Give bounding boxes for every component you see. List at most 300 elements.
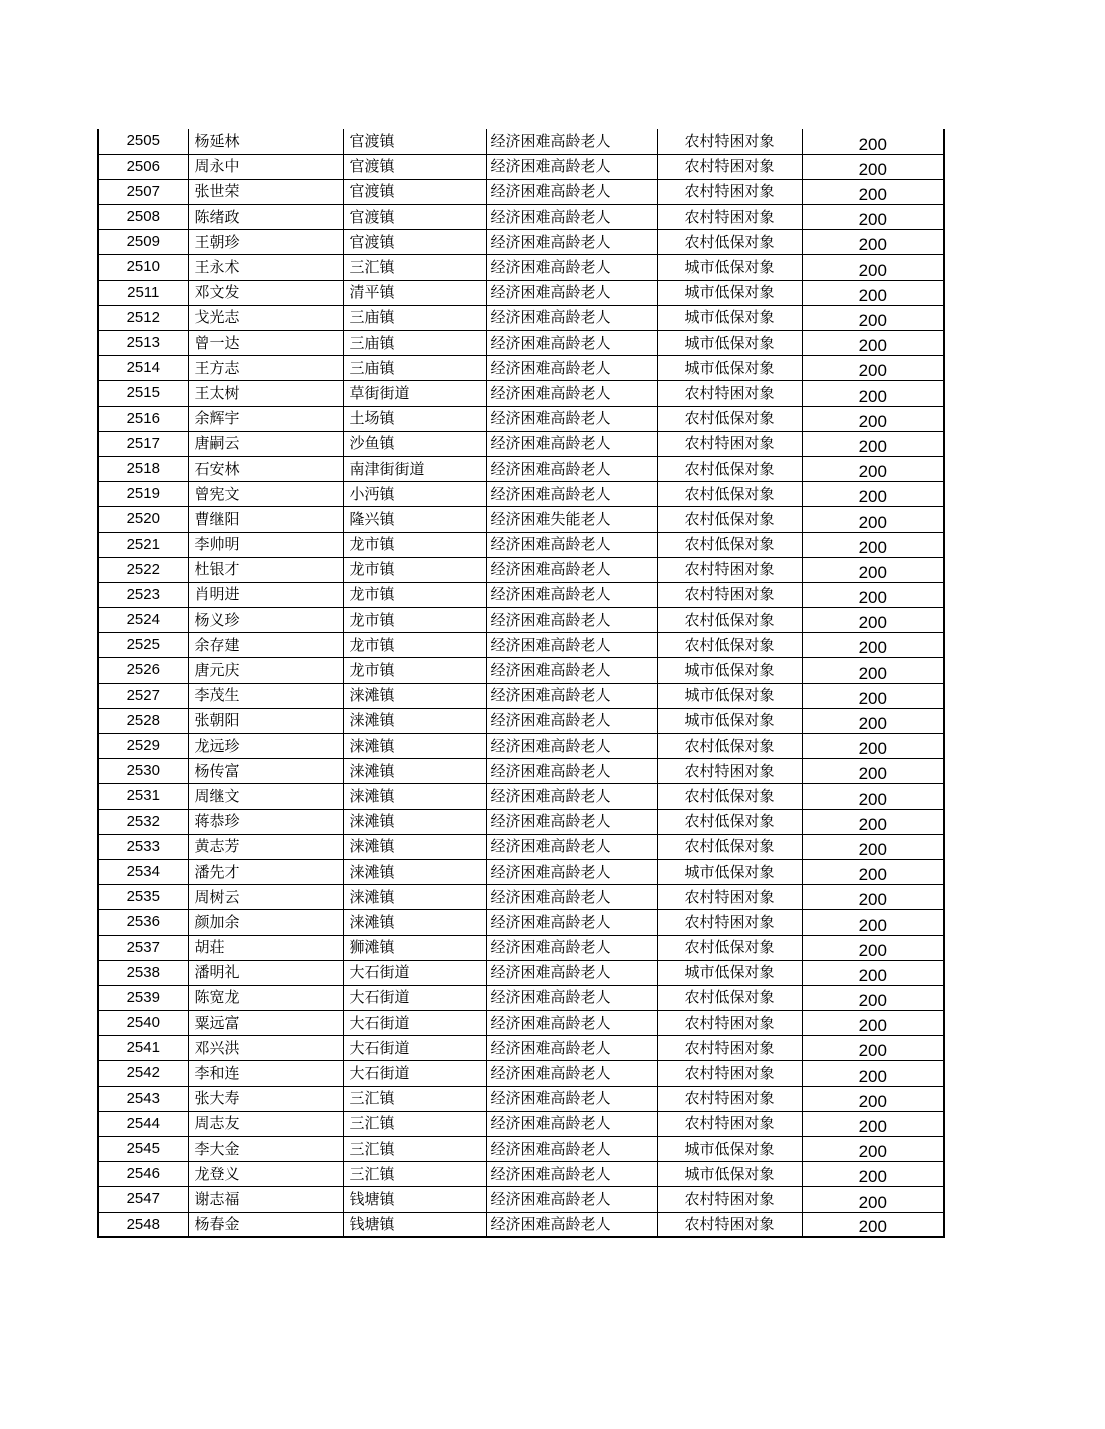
category-cell: 农村特困对象 — [657, 154, 802, 179]
amount-cell: 200 — [802, 482, 944, 507]
category-cell: 农村特困对象 — [657, 885, 802, 910]
category-cell: 农村特困对象 — [657, 910, 802, 935]
table-row — [98, 356, 944, 381]
amount-cell: 200 — [802, 658, 944, 683]
town-cell: 清平镇 — [343, 280, 486, 305]
table-row — [98, 255, 944, 280]
table-row — [98, 910, 944, 935]
table-row — [98, 507, 944, 532]
amount-cell: 200 — [802, 935, 944, 960]
table-row — [98, 129, 944, 154]
table-row — [98, 734, 944, 759]
row-number-cell: 2535 — [98, 885, 188, 910]
table-row — [98, 179, 944, 204]
amount-cell: 200 — [802, 456, 944, 481]
name-cell: 曹继阳 — [188, 507, 343, 532]
town-cell: 三汇镇 — [343, 255, 486, 280]
town-cell: 三庙镇 — [343, 305, 486, 330]
amount-cell: 200 — [802, 381, 944, 406]
name-cell: 张大寿 — [188, 1086, 343, 1111]
name-cell: 潘先才 — [188, 859, 343, 884]
category-cell: 城市低保对象 — [657, 708, 802, 733]
category-cell: 农村特困对象 — [657, 431, 802, 456]
row-number-cell: 2506 — [98, 154, 188, 179]
town-cell: 小沔镇 — [343, 482, 486, 507]
amount-cell: 200 — [802, 230, 944, 255]
name-cell: 曾宪文 — [188, 482, 343, 507]
town-cell: 南津街街道 — [343, 456, 486, 481]
town-cell: 官渡镇 — [343, 129, 486, 154]
name-cell: 王太树 — [188, 381, 343, 406]
amount-cell: 200 — [802, 834, 944, 859]
town-cell: 官渡镇 — [343, 154, 486, 179]
amount-cell: 200 — [802, 1086, 944, 1111]
subsidy-type-cell: 经济困难高龄老人 — [486, 633, 657, 658]
row-number-cell: 2519 — [98, 482, 188, 507]
amount-cell: 200 — [802, 960, 944, 985]
name-cell: 戈光志 — [188, 305, 343, 330]
category-cell: 农村特困对象 — [657, 1187, 802, 1212]
amount-cell: 200 — [802, 331, 944, 356]
table-row — [98, 960, 944, 985]
subsidy-type-cell: 经济困难高龄老人 — [486, 255, 657, 280]
table-row — [98, 859, 944, 884]
category-cell: 农村低保对象 — [657, 633, 802, 658]
town-cell: 大石街道 — [343, 1061, 486, 1086]
category-cell: 城市低保对象 — [657, 1137, 802, 1162]
town-cell: 涞滩镇 — [343, 885, 486, 910]
subsidy-type-cell: 经济困难高龄老人 — [486, 154, 657, 179]
category-cell: 农村低保对象 — [657, 456, 802, 481]
name-cell: 潘明礼 — [188, 960, 343, 985]
name-cell: 周树云 — [188, 885, 343, 910]
subsidy-type-cell: 经济困难高龄老人 — [486, 1111, 657, 1136]
name-cell: 杜银才 — [188, 557, 343, 582]
town-cell: 涞滩镇 — [343, 708, 486, 733]
category-cell: 农村特困对象 — [657, 129, 802, 154]
category-cell: 农村低保对象 — [657, 935, 802, 960]
name-cell: 张朝阳 — [188, 708, 343, 733]
subsidy-type-cell: 经济困难高龄老人 — [486, 1011, 657, 1036]
table-row — [98, 482, 944, 507]
row-number-cell: 2540 — [98, 1011, 188, 1036]
row-number-cell: 2527 — [98, 683, 188, 708]
table-row — [98, 582, 944, 607]
subsidy-type-cell: 经济困难高龄老人 — [486, 809, 657, 834]
row-number-cell: 2512 — [98, 305, 188, 330]
table-row — [98, 809, 944, 834]
name-cell: 胡荘 — [188, 935, 343, 960]
category-cell: 城市低保对象 — [657, 255, 802, 280]
row-number-cell: 2524 — [98, 608, 188, 633]
amount-cell: 200 — [802, 809, 944, 834]
row-number-cell: 2536 — [98, 910, 188, 935]
name-cell: 陈绪政 — [188, 205, 343, 230]
town-cell: 沙鱼镇 — [343, 431, 486, 456]
subsidy-type-cell: 经济困难高龄老人 — [486, 683, 657, 708]
subsidy-type-cell: 经济困难高龄老人 — [486, 356, 657, 381]
row-number-cell: 2546 — [98, 1162, 188, 1187]
amount-cell: 200 — [802, 507, 944, 532]
name-cell: 杨义珍 — [188, 608, 343, 633]
category-cell: 农村低保对象 — [657, 784, 802, 809]
subsidy-type-cell: 经济困难高龄老人 — [486, 482, 657, 507]
table-row — [98, 885, 944, 910]
town-cell: 狮滩镇 — [343, 935, 486, 960]
amount-cell: 200 — [802, 1036, 944, 1061]
amount-cell: 200 — [802, 205, 944, 230]
town-cell: 大石街道 — [343, 1011, 486, 1036]
row-number-cell: 2538 — [98, 960, 188, 985]
town-cell: 钱塘镇 — [343, 1187, 486, 1212]
row-number-cell: 2521 — [98, 532, 188, 557]
amount-cell: 200 — [802, 859, 944, 884]
name-cell: 曾一达 — [188, 331, 343, 356]
name-cell: 张世荣 — [188, 179, 343, 204]
subsidy-type-cell: 经济困难高龄老人 — [486, 658, 657, 683]
category-cell: 城市低保对象 — [657, 1162, 802, 1187]
town-cell: 三汇镇 — [343, 1111, 486, 1136]
row-number-cell: 2537 — [98, 935, 188, 960]
name-cell: 王朝珍 — [188, 230, 343, 255]
name-cell: 邓兴洪 — [188, 1036, 343, 1061]
subsidy-type-cell: 经济困难高龄老人 — [486, 834, 657, 859]
subsidy-type-cell: 经济困难高龄老人 — [486, 456, 657, 481]
subsidy-type-cell: 经济困难高龄老人 — [486, 431, 657, 456]
subsidy-type-cell: 经济困难高龄老人 — [486, 759, 657, 784]
name-cell: 杨春金 — [188, 1212, 343, 1237]
row-number-cell: 2531 — [98, 784, 188, 809]
row-number-cell: 2539 — [98, 985, 188, 1010]
amount-cell: 200 — [802, 1011, 944, 1036]
town-cell: 龙市镇 — [343, 633, 486, 658]
category-cell: 农村特困对象 — [657, 1086, 802, 1111]
row-number-cell: 2511 — [98, 280, 188, 305]
table-row — [98, 406, 944, 431]
table-row — [98, 305, 944, 330]
town-cell: 官渡镇 — [343, 230, 486, 255]
subsidy-type-cell: 经济困难失能老人 — [486, 507, 657, 532]
subsidy-type-cell: 经济困难高龄老人 — [486, 1162, 657, 1187]
town-cell: 涞滩镇 — [343, 784, 486, 809]
subsidy-type-cell: 经济困难高龄老人 — [486, 305, 657, 330]
town-cell: 钱塘镇 — [343, 1212, 486, 1237]
category-cell: 城市低保对象 — [657, 683, 802, 708]
subsidy-type-cell: 经济困难高龄老人 — [486, 1036, 657, 1061]
amount-cell: 200 — [802, 759, 944, 784]
table-row — [98, 1086, 944, 1111]
table-row — [98, 431, 944, 456]
category-cell: 农村低保对象 — [657, 985, 802, 1010]
town-cell: 官渡镇 — [343, 179, 486, 204]
category-cell: 城市低保对象 — [657, 960, 802, 985]
amount-cell: 200 — [802, 1212, 944, 1237]
town-cell: 三汇镇 — [343, 1086, 486, 1111]
town-cell: 涞滩镇 — [343, 834, 486, 859]
category-cell: 城市低保对象 — [657, 280, 802, 305]
town-cell: 涞滩镇 — [343, 910, 486, 935]
name-cell: 粟远富 — [188, 1011, 343, 1036]
table-row — [98, 683, 944, 708]
amount-cell: 200 — [802, 582, 944, 607]
table-row — [98, 1111, 944, 1136]
amount-cell: 200 — [802, 708, 944, 733]
town-cell: 龙市镇 — [343, 582, 486, 607]
subsidy-type-cell: 经济困难高龄老人 — [486, 406, 657, 431]
table-row — [98, 331, 944, 356]
table-row — [98, 608, 944, 633]
town-cell: 草街街道 — [343, 381, 486, 406]
amount-cell: 200 — [802, 431, 944, 456]
row-number-cell: 2541 — [98, 1036, 188, 1061]
row-number-cell: 2534 — [98, 859, 188, 884]
table-row — [98, 205, 944, 230]
category-cell: 农村特困对象 — [657, 381, 802, 406]
category-cell: 农村特困对象 — [657, 1212, 802, 1237]
amount-cell: 200 — [802, 608, 944, 633]
table-row — [98, 834, 944, 859]
table-row — [98, 1162, 944, 1187]
row-number-cell: 2529 — [98, 734, 188, 759]
amount-cell: 200 — [802, 532, 944, 557]
category-cell: 农村特困对象 — [657, 1061, 802, 1086]
category-cell: 农村低保对象 — [657, 834, 802, 859]
subsidy-type-cell: 经济困难高龄老人 — [486, 1137, 657, 1162]
category-cell: 农村特困对象 — [657, 205, 802, 230]
row-number-cell: 2520 — [98, 507, 188, 532]
name-cell: 余辉宇 — [188, 406, 343, 431]
table-row — [98, 456, 944, 481]
amount-cell: 200 — [802, 406, 944, 431]
category-cell: 农村低保对象 — [657, 482, 802, 507]
row-number-cell: 2545 — [98, 1137, 188, 1162]
category-cell: 农村特困对象 — [657, 1011, 802, 1036]
category-cell: 农村低保对象 — [657, 809, 802, 834]
category-cell: 城市低保对象 — [657, 859, 802, 884]
row-number-cell: 2543 — [98, 1086, 188, 1111]
table-row — [98, 1061, 944, 1086]
row-number-cell: 2513 — [98, 331, 188, 356]
town-cell: 龙市镇 — [343, 532, 486, 557]
table-row — [98, 708, 944, 733]
amount-cell: 200 — [802, 179, 944, 204]
subsidy-type-cell: 经济困难高龄老人 — [486, 381, 657, 406]
row-number-cell: 2548 — [98, 1212, 188, 1237]
name-cell: 王方志 — [188, 356, 343, 381]
category-cell: 农村特困对象 — [657, 1111, 802, 1136]
category-cell: 农村低保对象 — [657, 532, 802, 557]
table-row — [98, 557, 944, 582]
category-cell: 农村低保对象 — [657, 230, 802, 255]
town-cell: 三汇镇 — [343, 1162, 486, 1187]
subsidy-type-cell: 经济困难高龄老人 — [486, 129, 657, 154]
town-cell: 三庙镇 — [343, 331, 486, 356]
beneficiary-table — [97, 129, 945, 1238]
table-row — [98, 1036, 944, 1061]
name-cell: 龙远珍 — [188, 734, 343, 759]
table-row — [98, 1187, 944, 1212]
name-cell: 杨传富 — [188, 759, 343, 784]
row-number-cell: 2509 — [98, 230, 188, 255]
row-number-cell: 2508 — [98, 205, 188, 230]
row-number-cell: 2510 — [98, 255, 188, 280]
row-number-cell: 2532 — [98, 809, 188, 834]
row-number-cell: 2542 — [98, 1061, 188, 1086]
town-cell: 涞滩镇 — [343, 683, 486, 708]
category-cell: 农村特困对象 — [657, 1036, 802, 1061]
category-cell: 农村低保对象 — [657, 734, 802, 759]
subsidy-type-cell: 经济困难高龄老人 — [486, 205, 657, 230]
category-cell: 农村低保对象 — [657, 608, 802, 633]
row-number-cell: 2518 — [98, 456, 188, 481]
name-cell: 唐嗣云 — [188, 431, 343, 456]
category-cell: 城市低保对象 — [657, 658, 802, 683]
table-row — [98, 154, 944, 179]
name-cell: 周继文 — [188, 784, 343, 809]
subsidy-type-cell: 经济困难高龄老人 — [486, 280, 657, 305]
town-cell: 土场镇 — [343, 406, 486, 431]
subsidy-type-cell: 经济困难高龄老人 — [486, 708, 657, 733]
amount-cell: 200 — [802, 129, 944, 154]
town-cell: 涞滩镇 — [343, 759, 486, 784]
row-number-cell: 2522 — [98, 557, 188, 582]
row-number-cell: 2530 — [98, 759, 188, 784]
town-cell: 三庙镇 — [343, 356, 486, 381]
amount-cell: 200 — [802, 305, 944, 330]
subsidy-type-cell: 经济困难高龄老人 — [486, 331, 657, 356]
town-cell: 龙市镇 — [343, 658, 486, 683]
subsidy-type-cell: 经济困难高龄老人 — [486, 960, 657, 985]
amount-cell: 200 — [802, 784, 944, 809]
table-row — [98, 935, 944, 960]
row-number-cell: 2517 — [98, 431, 188, 456]
subsidy-type-cell: 经济困难高龄老人 — [486, 1061, 657, 1086]
table-row — [98, 658, 944, 683]
name-cell: 肖明进 — [188, 582, 343, 607]
row-number-cell: 2528 — [98, 708, 188, 733]
category-cell: 城市低保对象 — [657, 305, 802, 330]
town-cell: 大石街道 — [343, 1036, 486, 1061]
name-cell: 石安林 — [188, 456, 343, 481]
amount-cell: 200 — [802, 734, 944, 759]
name-cell: 王永术 — [188, 255, 343, 280]
row-number-cell: 2526 — [98, 658, 188, 683]
amount-cell: 200 — [802, 1111, 944, 1136]
category-cell: 城市低保对象 — [657, 356, 802, 381]
table-row — [98, 280, 944, 305]
category-cell: 农村特困对象 — [657, 557, 802, 582]
amount-cell: 200 — [802, 1162, 944, 1187]
row-number-cell: 2525 — [98, 633, 188, 658]
subsidy-type-cell: 经济困难高龄老人 — [486, 230, 657, 255]
table-row — [98, 230, 944, 255]
row-number-cell: 2533 — [98, 834, 188, 859]
name-cell: 邓文发 — [188, 280, 343, 305]
table-row — [98, 381, 944, 406]
town-cell: 三汇镇 — [343, 1137, 486, 1162]
row-number-cell: 2515 — [98, 381, 188, 406]
category-cell: 农村低保对象 — [657, 406, 802, 431]
name-cell: 余存建 — [188, 633, 343, 658]
category-cell: 农村特困对象 — [657, 582, 802, 607]
table-row — [98, 532, 944, 557]
subsidy-type-cell: 经济困难高龄老人 — [486, 885, 657, 910]
amount-cell: 200 — [802, 985, 944, 1010]
town-cell: 龙市镇 — [343, 557, 486, 582]
subsidy-type-cell: 经济困难高龄老人 — [486, 608, 657, 633]
amount-cell: 200 — [802, 356, 944, 381]
row-number-cell: 2505 — [98, 129, 188, 154]
name-cell: 龙登义 — [188, 1162, 343, 1187]
subsidy-type-cell: 经济困难高龄老人 — [486, 985, 657, 1010]
town-cell: 官渡镇 — [343, 205, 486, 230]
amount-cell: 200 — [802, 154, 944, 179]
amount-cell: 200 — [802, 885, 944, 910]
subsidy-type-cell: 经济困难高龄老人 — [486, 557, 657, 582]
table-row — [98, 759, 944, 784]
town-cell: 涞滩镇 — [343, 809, 486, 834]
subsidy-type-cell: 经济困难高龄老人 — [486, 1212, 657, 1237]
amount-cell: 200 — [802, 910, 944, 935]
name-cell: 颜加余 — [188, 910, 343, 935]
row-number-cell: 2544 — [98, 1111, 188, 1136]
town-cell: 大石街道 — [343, 960, 486, 985]
name-cell: 陈宽龙 — [188, 985, 343, 1010]
amount-cell: 200 — [802, 1061, 944, 1086]
row-number-cell: 2523 — [98, 582, 188, 607]
table-row — [98, 633, 944, 658]
table-row — [98, 784, 944, 809]
table-row — [98, 1011, 944, 1036]
amount-cell: 200 — [802, 280, 944, 305]
subsidy-type-cell: 经济困难高龄老人 — [486, 1086, 657, 1111]
subsidy-type-cell: 经济困难高龄老人 — [486, 784, 657, 809]
name-cell: 谢志福 — [188, 1187, 343, 1212]
amount-cell: 200 — [802, 557, 944, 582]
row-number-cell: 2507 — [98, 179, 188, 204]
category-cell: 农村特困对象 — [657, 179, 802, 204]
amount-cell: 200 — [802, 683, 944, 708]
name-cell: 李帅明 — [188, 532, 343, 557]
amount-cell: 200 — [802, 255, 944, 280]
name-cell: 黄志芳 — [188, 834, 343, 859]
name-cell: 蒋恭珍 — [188, 809, 343, 834]
subsidy-type-cell: 经济困难高龄老人 — [486, 179, 657, 204]
subsidy-type-cell: 经济困难高龄老人 — [486, 859, 657, 884]
name-cell: 李茂生 — [188, 683, 343, 708]
town-cell: 大石街道 — [343, 985, 486, 1010]
subsidy-type-cell: 经济困难高龄老人 — [486, 734, 657, 759]
row-number-cell: 2516 — [98, 406, 188, 431]
table-row — [98, 1212, 944, 1237]
name-cell: 唐元庆 — [188, 658, 343, 683]
category-cell: 城市低保对象 — [657, 331, 802, 356]
subsidy-type-cell: 经济困难高龄老人 — [486, 910, 657, 935]
subsidy-type-cell: 经济困难高龄老人 — [486, 935, 657, 960]
town-cell: 龙市镇 — [343, 608, 486, 633]
amount-cell: 200 — [802, 633, 944, 658]
row-number-cell: 2547 — [98, 1187, 188, 1212]
amount-cell: 200 — [802, 1187, 944, 1212]
name-cell: 周志友 — [188, 1111, 343, 1136]
name-cell: 李和连 — [188, 1061, 343, 1086]
name-cell: 周永中 — [188, 154, 343, 179]
subsidy-type-cell: 经济困难高龄老人 — [486, 1187, 657, 1212]
category-cell: 农村低保对象 — [657, 507, 802, 532]
subsidy-type-cell: 经济困难高龄老人 — [486, 582, 657, 607]
table-body — [98, 129, 944, 1237]
town-cell: 涞滩镇 — [343, 734, 486, 759]
